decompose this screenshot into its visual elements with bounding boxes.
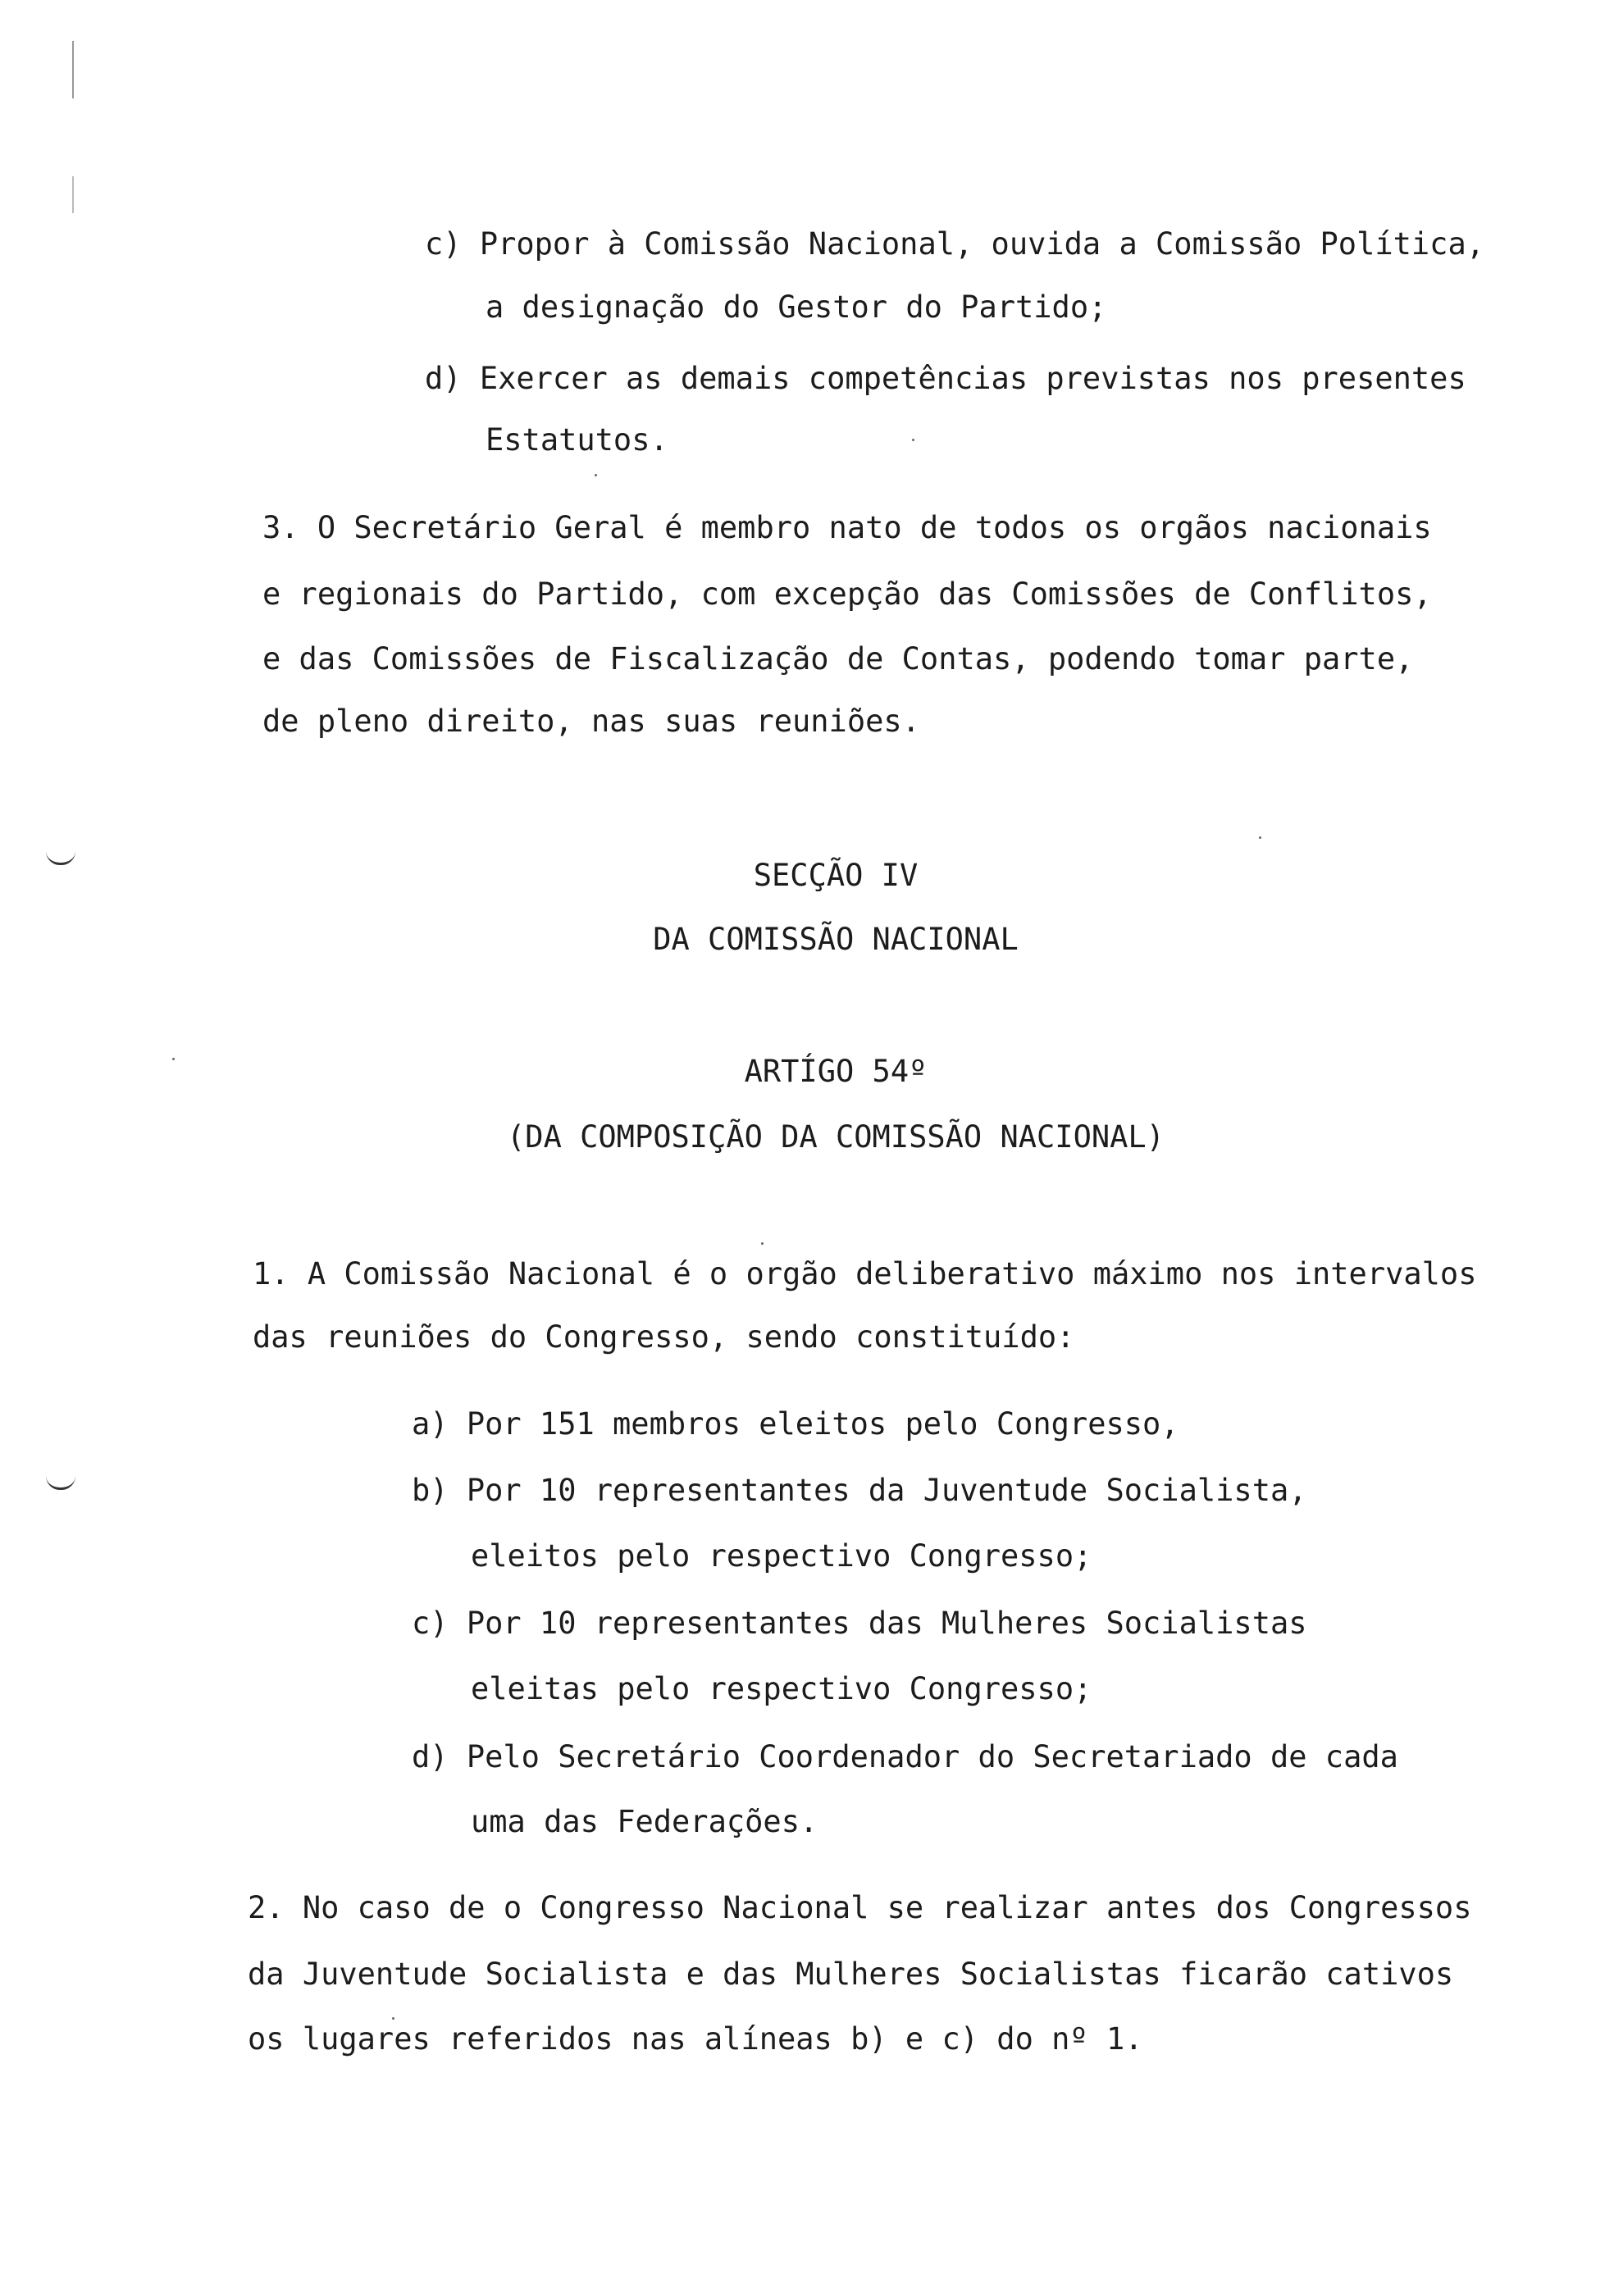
article-paragraph-2-line2: da Juventude Socialista e das Mulheres Socialistas ficarão cativos (248, 1957, 1454, 1992)
list-item-c-line1: c) Propor à Comissão Nacional, ouvida a Comissão Política, (425, 226, 1485, 262)
article-title: (DA COMPOSIÇÃO DA COMISSÃO NACIONAL) (507, 1119, 1165, 1155)
article-number: ARTÍGO 54º (744, 1054, 928, 1089)
article-item-c-line1: c) Por 10 representantes das Mulheres Socialistas (412, 1606, 1307, 1641)
scan-speck (392, 2017, 394, 2020)
list-item-d-line1: d) Exercer as demais competências previstas nos presentes (425, 361, 1466, 396)
section-title: DA COMISSÃO NACIONAL (653, 922, 1019, 957)
paragraph-3-line2: e regionais do Partido, com excepção das Comissões de Conflitos, (262, 576, 1432, 612)
article-item-c-line2: eleitas pelo respectivo Congresso; (471, 1671, 1092, 1706)
scan-speck (912, 439, 914, 441)
article-paragraph-2-line1: 2. No caso de o Congresso Nacional se realizar antes dos Congressos (248, 1890, 1472, 1925)
article-paragraph-1-line1: 1. A Comissão Nacional é o orgão deliberativo máximo nos intervalos (253, 1256, 1477, 1292)
list-item-d-line2: Estatutos. (486, 422, 668, 458)
article-item-d-line2: uma das Federações. (471, 1804, 818, 1839)
punch-hole-mark (46, 1476, 75, 1490)
scan-speck (1259, 836, 1261, 839)
article-paragraph-2-line3: os lugares referidos nas alíneas b) e c) do nº 1. (248, 2021, 1143, 2057)
article-item-b-line2: eleitos pelo respectivo Congresso; (471, 1538, 1092, 1574)
article-item-a: a) Por 151 membros eleitos pelo Congresso, (412, 1406, 1179, 1442)
section-number: SECÇÃO IV (753, 858, 919, 893)
article-paragraph-1-line2: das reuniões do Congresso, sendo constituído: (253, 1319, 1075, 1355)
scan-speck (761, 1242, 764, 1245)
article-item-d-line1: d) Pelo Secretário Coordenador do Secretariado de cada (412, 1739, 1398, 1774)
paragraph-3-line4: de pleno direito, nas suas reuniões. (262, 704, 920, 739)
paragraph-3-line1: 3. O Secretário Geral é membro nato de todos os orgãos nacionais (262, 510, 1432, 545)
article-item-b-line1: b) Por 10 representantes da Juventude Socialista, (412, 1473, 1307, 1508)
scan-edge-line (72, 41, 74, 98)
list-item-c-line2: a designação do Gestor do Partido; (486, 289, 1107, 325)
paragraph-3-line3: e das Comissões de Fiscalização de Contas, podendo tomar parte, (262, 641, 1414, 676)
scan-speck (595, 474, 597, 476)
scan-edge-line (72, 176, 74, 213)
